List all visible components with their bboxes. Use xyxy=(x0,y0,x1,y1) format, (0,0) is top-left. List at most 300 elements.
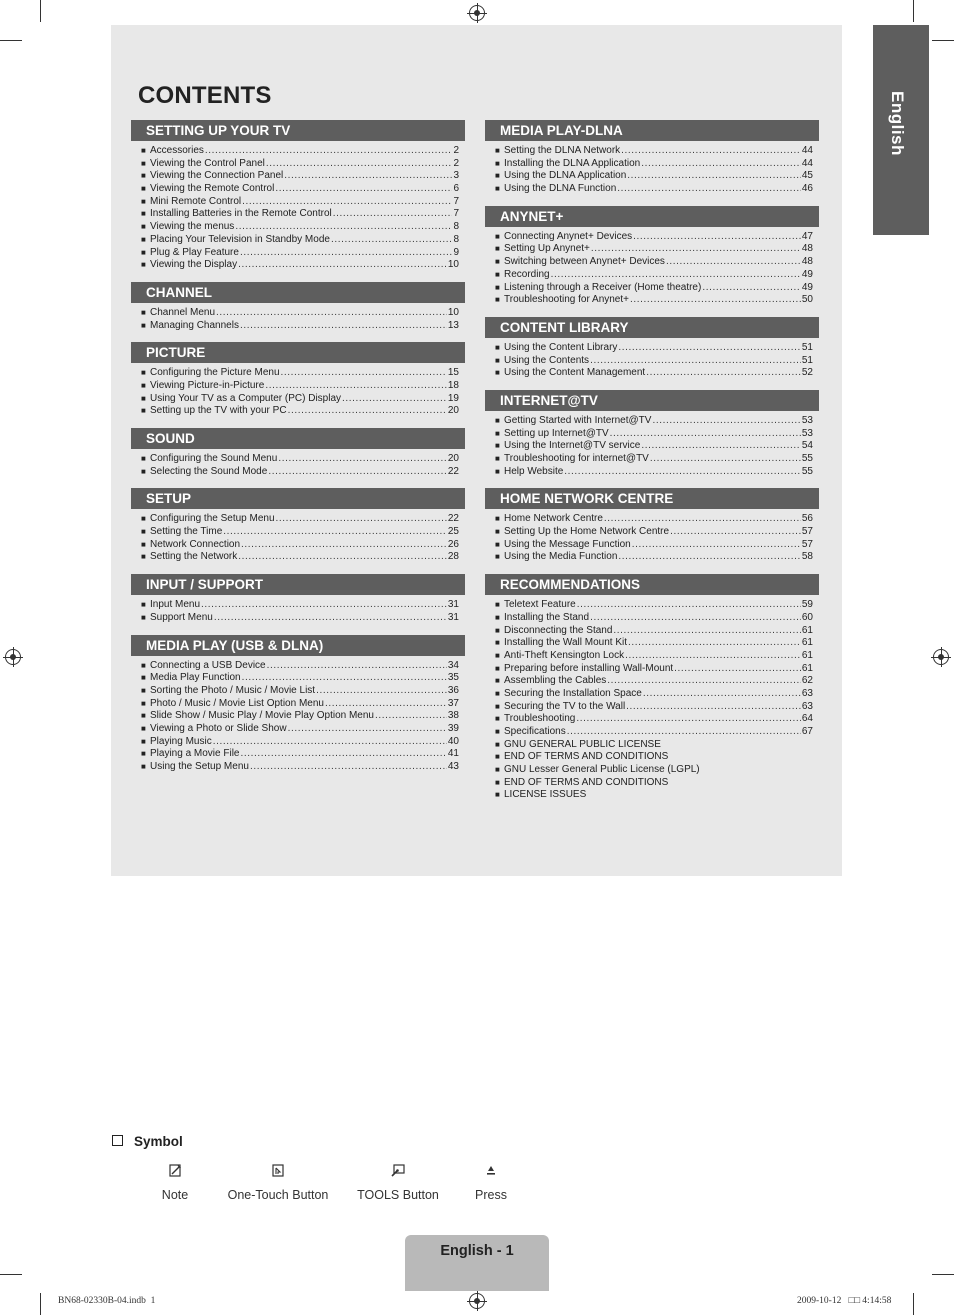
bullet-square-icon: ■ xyxy=(495,790,500,800)
section-heading-text: SETUP xyxy=(146,491,192,507)
section-heading-text: CHANNEL xyxy=(146,284,212,300)
toc-section xyxy=(131,635,465,776)
bullet-square-icon: ■ xyxy=(495,739,500,749)
toc-leader-dots xyxy=(627,170,801,183)
toc-item xyxy=(495,539,813,552)
bullet-square-icon: ■ xyxy=(141,527,146,537)
toc-item xyxy=(495,513,813,526)
toc-leader-dots xyxy=(567,726,801,739)
toc-leader-dots xyxy=(276,513,447,526)
toc-item-label: GNU Lesser General Public License (LGPL) xyxy=(504,764,700,776)
toc-item xyxy=(495,415,813,428)
crop-mark xyxy=(913,1293,914,1315)
toc-item xyxy=(495,342,813,355)
toc-item-page: 63 xyxy=(801,700,813,712)
toc-item-page: 25 xyxy=(447,526,459,538)
toc-item-page: 10 xyxy=(447,306,459,318)
section-heading xyxy=(485,390,819,411)
crop-mark xyxy=(932,1274,954,1275)
bullet-square-icon: ■ xyxy=(141,209,146,219)
bullet-square-icon: ■ xyxy=(141,196,146,206)
toc-item-label: Setting the Network xyxy=(150,551,238,563)
toc-leader-dots xyxy=(213,736,447,749)
section-heading xyxy=(131,120,465,141)
toc-item xyxy=(495,256,813,269)
bullet-square-icon: ■ xyxy=(141,260,146,270)
toc-leader-dots xyxy=(628,637,801,650)
toc-item-page: 6 xyxy=(453,183,459,195)
toc-leader-dots xyxy=(610,428,801,441)
toc-item-list xyxy=(485,411,819,480)
toc-section xyxy=(131,342,465,420)
toc-leader-dots xyxy=(626,701,801,714)
toc-leader-dots xyxy=(241,539,447,552)
toc-section xyxy=(485,317,819,382)
registration-mark-icon xyxy=(469,5,485,21)
toc-item-list xyxy=(485,227,819,309)
toc-item-label: Setting the Time xyxy=(150,526,223,538)
toc-item-label: Getting Started with Internet@TV xyxy=(504,414,652,426)
toc-item-page: 7 xyxy=(453,208,459,220)
toc-item-label: Viewing the Display xyxy=(150,259,238,271)
toc-item xyxy=(495,663,813,676)
toc-item xyxy=(495,170,813,183)
toc-item-label: Using the Internet@TV service xyxy=(504,440,641,452)
toc-item-label: Using the DLNA Function xyxy=(504,183,617,195)
toc-leader-dots xyxy=(650,453,801,466)
symbol-note xyxy=(154,1160,196,1202)
toc-leader-dots xyxy=(316,685,447,698)
section-heading xyxy=(485,488,819,509)
toc-leader-dots xyxy=(625,650,801,663)
toc-item-label: Viewing Picture-in-Picture xyxy=(150,379,265,391)
toc-item-page: 58 xyxy=(801,551,813,563)
toc-item xyxy=(495,625,813,638)
bullet-square-icon: ■ xyxy=(495,650,500,660)
toc-leader-dots xyxy=(617,183,801,196)
toc-leader-dots xyxy=(618,342,800,355)
bullet-square-icon: ■ xyxy=(495,146,500,155)
symbol-label: Note xyxy=(161,1188,189,1202)
toc-item-label: Setting up Internet@TV xyxy=(504,427,609,439)
toc-leader-dots xyxy=(250,761,447,774)
toc-item xyxy=(141,158,459,171)
toc-item-label: Help Website xyxy=(504,465,564,477)
toc-item xyxy=(495,612,813,625)
toc-item-label: Installing the DLNA Application xyxy=(504,157,641,169)
toc-leader-dots xyxy=(342,393,447,406)
toc-item-label: Home Network Centre xyxy=(504,513,603,525)
toc-item-label: Viewing the Connection Panel xyxy=(150,170,284,182)
toc-item xyxy=(141,196,459,209)
toc-item-page: 61 xyxy=(801,662,813,674)
bullet-square-icon: ■ xyxy=(141,749,146,759)
toc-item xyxy=(141,551,459,564)
bullet-square-icon: ■ xyxy=(495,777,500,787)
toc-item-page: 13 xyxy=(447,319,459,331)
toc-item xyxy=(495,183,813,196)
toc-item-label: Media Play Function xyxy=(150,672,241,684)
symbol-heading xyxy=(112,1134,183,1149)
toc-leader-dots xyxy=(641,440,801,453)
toc-leader-dots xyxy=(242,196,452,209)
toc-item-label: Setting the DLNA Network xyxy=(504,145,621,156)
toc-item-label: Installing the Wall Mount Kit xyxy=(504,637,628,649)
toc-item-label: Configuring the Sound Menu xyxy=(150,453,278,464)
toc-leader-dots xyxy=(621,145,801,158)
toc-item-page: 19 xyxy=(447,392,459,404)
toc-item-label: Anti-Theft Kensington Lock xyxy=(504,649,625,661)
toc-item-label: Viewing a Photo or Slide Show xyxy=(150,722,287,734)
toc-leader-dots xyxy=(591,243,801,256)
section-heading-text: ANYNET+ xyxy=(500,208,564,224)
toc-leader-dots xyxy=(240,748,446,761)
toc-item xyxy=(141,453,459,466)
section-heading xyxy=(485,317,819,338)
toc-leader-dots xyxy=(201,599,447,612)
toc-item xyxy=(495,701,813,714)
toc-item-page: 31 xyxy=(447,611,459,623)
toc-item-page: 62 xyxy=(801,675,813,687)
bullet-square-icon: ■ xyxy=(495,676,500,686)
section-heading xyxy=(131,282,465,303)
toc-item xyxy=(141,234,459,247)
bullet-square-icon: ■ xyxy=(141,454,146,463)
toc-item xyxy=(495,675,813,688)
bullet-square-icon: ■ xyxy=(141,247,146,257)
toc-leader-dots xyxy=(577,599,801,612)
toc-item-label: Selecting the Sound Mode xyxy=(150,465,268,477)
bullet-square-icon: ■ xyxy=(141,552,146,562)
toc-leader-dots xyxy=(325,698,447,711)
symbol-one-touch xyxy=(222,1160,334,1202)
toc-item-label: Installing Batteries in the Remote Control xyxy=(150,208,332,220)
toc-item-list xyxy=(131,303,465,334)
bullet-square-icon: ■ xyxy=(141,600,146,610)
toc-item-page: 55 xyxy=(801,453,813,464)
bullet-square-icon: ■ xyxy=(495,765,500,775)
toc-item-label: Viewing the Control Panel xyxy=(150,157,265,169)
toc-item-label: Configuring the Setup Menu xyxy=(150,513,275,525)
toc-leader-dots xyxy=(238,259,447,272)
toc-item xyxy=(141,208,459,221)
print-file-page: 1 xyxy=(150,1296,156,1306)
bullet-square-icon: ■ xyxy=(495,158,500,168)
toc-leader-dots xyxy=(633,231,801,244)
section-heading xyxy=(131,635,465,656)
toc-leader-dots xyxy=(240,320,447,333)
toc-leader-dots xyxy=(702,282,801,295)
page-number-tab xyxy=(405,1235,549,1291)
toc-item-label: Sorting the Photo / Music / Movie List xyxy=(150,684,316,696)
bullet-square-icon: ■ xyxy=(141,171,146,181)
toc-item-page: 49 xyxy=(801,268,813,280)
toc-leader-dots xyxy=(375,710,447,723)
toc-section xyxy=(131,488,465,566)
toc-item-label: Playing a Movie File xyxy=(150,748,240,760)
bullet-square-icon: ■ xyxy=(495,231,500,241)
toc-leader-dots xyxy=(278,453,447,466)
toc-item-page: 2 xyxy=(453,145,459,156)
toc-item xyxy=(141,221,459,234)
toc-leader-dots xyxy=(216,307,447,320)
tools-icon xyxy=(353,1160,443,1180)
toc-section xyxy=(485,120,819,198)
crop-mark xyxy=(0,1274,22,1275)
toc-item-label: Teletext Feature xyxy=(504,599,576,611)
language-tab xyxy=(873,25,929,235)
toc-item-label: Disconnecting the Stand xyxy=(504,624,613,636)
bullet-square-icon: ■ xyxy=(141,612,146,622)
toc-item xyxy=(141,539,459,552)
crop-mark xyxy=(932,40,954,41)
toc-leader-dots xyxy=(576,713,801,726)
registration-mark-icon xyxy=(933,649,949,665)
bullet-square-icon: ■ xyxy=(495,688,500,698)
print-timestamp xyxy=(797,1296,891,1306)
toc-item xyxy=(141,259,459,272)
toc-item xyxy=(495,751,813,764)
toc-item-label: Using the DLNA Application xyxy=(504,170,627,182)
toc-item xyxy=(495,145,813,158)
bullet-square-icon: ■ xyxy=(141,539,146,549)
toc-item-page: 61 xyxy=(801,637,813,649)
toc-item-page: 43 xyxy=(447,761,459,772)
bullet-square-icon: ■ xyxy=(495,552,500,562)
toc-item-page: 38 xyxy=(447,710,459,722)
toc-leader-dots xyxy=(632,539,801,552)
toc-item-page: 54 xyxy=(801,440,813,452)
bullet-square-icon: ■ xyxy=(495,355,500,365)
toc-item xyxy=(495,789,813,802)
toc-item-page: 50 xyxy=(801,294,813,306)
toc-item-page: 9 xyxy=(453,246,459,258)
toc-section xyxy=(485,390,819,480)
toc-leader-dots xyxy=(618,551,800,564)
toc-item xyxy=(495,688,813,701)
toc-leader-dots xyxy=(630,294,801,307)
toc-item-label: Troubleshooting for Anynet+ xyxy=(504,294,629,306)
section-heading-text: SOUND xyxy=(146,431,195,446)
toc-item xyxy=(141,612,459,625)
bullet-square-icon: ■ xyxy=(141,736,146,746)
toc-leader-dots xyxy=(590,612,801,625)
section-heading-text: INTERNET@TV xyxy=(500,392,598,408)
symbol-tools xyxy=(353,1160,443,1202)
toc-item-list xyxy=(131,141,465,274)
toc-leader-dots xyxy=(613,625,800,638)
bullet-square-icon: ■ xyxy=(141,146,146,155)
toc-section xyxy=(485,206,819,309)
toc-item-label: Using the Media Function xyxy=(504,551,618,563)
toc-item xyxy=(141,183,459,196)
toc-item xyxy=(141,748,459,761)
toc-leader-dots xyxy=(223,526,447,539)
toc-item xyxy=(141,761,459,774)
toc-item xyxy=(495,526,813,539)
toc-item-page: 48 xyxy=(801,243,813,255)
toc-item-label: Switching between Anynet+ Devices xyxy=(504,256,665,268)
toc-item xyxy=(495,599,813,612)
toc-leader-dots xyxy=(551,269,801,282)
toc-item xyxy=(141,698,459,711)
toc-leader-dots xyxy=(288,405,447,418)
bullet-square-icon: ■ xyxy=(495,368,500,378)
toc-item-page: 39 xyxy=(447,722,459,734)
toc-item xyxy=(141,405,459,418)
toc-item-label: Managing Channels xyxy=(150,319,239,331)
bullet-square-icon: ■ xyxy=(141,222,146,232)
toc-item-list xyxy=(485,595,819,804)
bullet-square-icon: ■ xyxy=(495,466,500,476)
toc-right-column xyxy=(485,120,819,812)
bullet-square-icon: ■ xyxy=(141,723,146,733)
toc-item-page: 44 xyxy=(801,157,813,169)
toc-item xyxy=(495,231,813,244)
toc-item xyxy=(141,145,459,158)
crop-mark xyxy=(0,40,22,41)
toc-item xyxy=(495,428,813,441)
toc-item-page: 46 xyxy=(801,183,813,195)
toc-section xyxy=(485,488,819,566)
toc-item-page: 36 xyxy=(447,684,459,696)
section-heading xyxy=(485,206,819,227)
toc-item-label: Using the Setup Menu xyxy=(150,761,249,772)
toc-item-label: Plug & Play Feature xyxy=(150,246,239,258)
toc-item-label: Setting Up the Home Network Centre xyxy=(504,526,670,538)
toc-item-label: Network Connection xyxy=(150,538,241,550)
toc-item-label: LICENSE ISSUES xyxy=(504,789,587,801)
toc-item-page: 41 xyxy=(447,748,459,760)
bullet-square-icon: ■ xyxy=(141,466,146,476)
bullet-square-icon: ■ xyxy=(495,171,500,181)
toc-item xyxy=(495,739,813,752)
toc-item-label: Installing the Stand xyxy=(504,611,590,623)
section-heading xyxy=(131,488,465,509)
toc-item-page: 20 xyxy=(447,453,459,464)
toc-item xyxy=(141,672,459,685)
toc-item xyxy=(141,247,459,260)
toc-leader-dots xyxy=(284,170,452,183)
toc-leader-dots xyxy=(265,380,447,393)
toc-item xyxy=(495,713,813,726)
toc-item xyxy=(141,526,459,539)
toc-item-label: Connecting a USB Device xyxy=(150,659,266,671)
toc-leader-dots xyxy=(242,672,447,685)
bullet-square-icon: ■ xyxy=(141,660,146,670)
toc-item xyxy=(141,466,459,479)
page-title: CONTENTS xyxy=(138,82,272,109)
toc-item-label: Using the Message Function xyxy=(504,538,631,550)
bullet-square-icon: ■ xyxy=(495,600,500,610)
toc-item-page: 56 xyxy=(801,513,813,525)
section-heading-text: MEDIA PLAY-DLNA xyxy=(500,123,623,138)
bullet-square-icon: ■ xyxy=(141,711,146,721)
toc-item-page: 67 xyxy=(801,726,813,737)
toc-item-list xyxy=(485,338,819,382)
toc-item-label: Using the Content Management xyxy=(504,367,646,379)
toc-item xyxy=(495,294,813,307)
toc-item-list xyxy=(131,656,465,776)
toc-item-label: Listening through a Receiver (Home theatre) xyxy=(504,281,702,293)
note-icon xyxy=(154,1160,196,1180)
toc-item-page: 44 xyxy=(801,145,813,156)
bullet-square-icon: ■ xyxy=(141,307,146,317)
bullet-square-icon: ■ xyxy=(141,762,146,771)
toc-item xyxy=(141,320,459,333)
crop-mark xyxy=(40,1293,41,1315)
toc-item xyxy=(495,466,813,479)
toc-item-label: Setting up the TV with your PC xyxy=(150,405,287,417)
toc-item-page: 61 xyxy=(801,624,813,636)
toc-item xyxy=(141,307,459,320)
toc-item-label: Securing the TV to the Wall xyxy=(504,700,626,712)
toc-item xyxy=(141,393,459,406)
toc-leader-dots xyxy=(564,466,801,479)
bullet-square-icon: ■ xyxy=(141,406,146,416)
bullet-square-icon: ■ xyxy=(141,184,146,194)
section-heading-text: CONTENT LIBRARY xyxy=(500,319,629,335)
section-heading-text: SETTING UP YOUR TV xyxy=(146,123,291,138)
toc-leader-dots xyxy=(205,145,453,158)
bullet-square-icon: ■ xyxy=(495,257,500,267)
bullet-square-icon: ■ xyxy=(495,752,500,762)
bullet-square-icon: ■ xyxy=(495,727,500,736)
toc-item-label: Recording xyxy=(504,268,550,280)
section-heading xyxy=(485,120,819,141)
bullet-square-icon: ■ xyxy=(141,368,146,378)
section-heading-text: HOME NETWORK CENTRE xyxy=(500,491,674,507)
toc-item xyxy=(495,637,813,650)
toc-item-label: Using Your TV as a Computer (PC) Display xyxy=(150,392,342,404)
toc-item-label: Connecting Anynet+ Devices xyxy=(504,230,633,242)
toc-item xyxy=(495,453,813,466)
print-filename-text: BN68-02330B-04.indb xyxy=(58,1296,146,1306)
toc-leader-dots xyxy=(333,208,453,221)
bullet-square-icon: ■ xyxy=(141,234,146,244)
toc-item-page: 2 xyxy=(453,157,459,169)
toc-item-label: Setting Up Anynet+ xyxy=(504,243,590,255)
toc-item xyxy=(495,269,813,282)
crop-mark xyxy=(913,0,914,22)
registration-mark-icon xyxy=(469,1293,485,1309)
toc-item-page: 7 xyxy=(453,195,459,207)
toc-item-page: 64 xyxy=(801,713,813,725)
bullet-square-icon: ■ xyxy=(141,673,146,683)
toc-item-page: 15 xyxy=(447,367,459,379)
bullet-square-icon: ■ xyxy=(495,295,500,305)
toc-section xyxy=(131,574,465,626)
toc-item-label: Using the Content Library xyxy=(504,341,618,353)
toc-item-list xyxy=(131,595,465,626)
toc-leader-dots xyxy=(214,612,447,625)
toc-item-label: Input Menu xyxy=(150,599,201,611)
toc-item-label: END OF TERMS AND CONDITIONS xyxy=(504,776,669,788)
toc-item-page: 51 xyxy=(801,354,813,366)
toc-item-label: Assembling the Cables xyxy=(504,675,607,687)
symbol-label: Press xyxy=(475,1188,507,1202)
bullet-square-icon: ■ xyxy=(495,428,500,438)
toc-item-label: Troubleshooting for internet@TV xyxy=(504,453,649,464)
toc-item-page: 52 xyxy=(801,367,813,379)
toc-item-page: 57 xyxy=(801,526,813,538)
toc-left-column xyxy=(131,120,465,784)
toc-item-page: 10 xyxy=(447,259,459,271)
bullet-square-icon: ■ xyxy=(495,625,500,635)
toc-item-list xyxy=(485,141,819,198)
toc-item-label: Viewing the menus xyxy=(150,221,235,233)
section-heading xyxy=(485,574,819,595)
